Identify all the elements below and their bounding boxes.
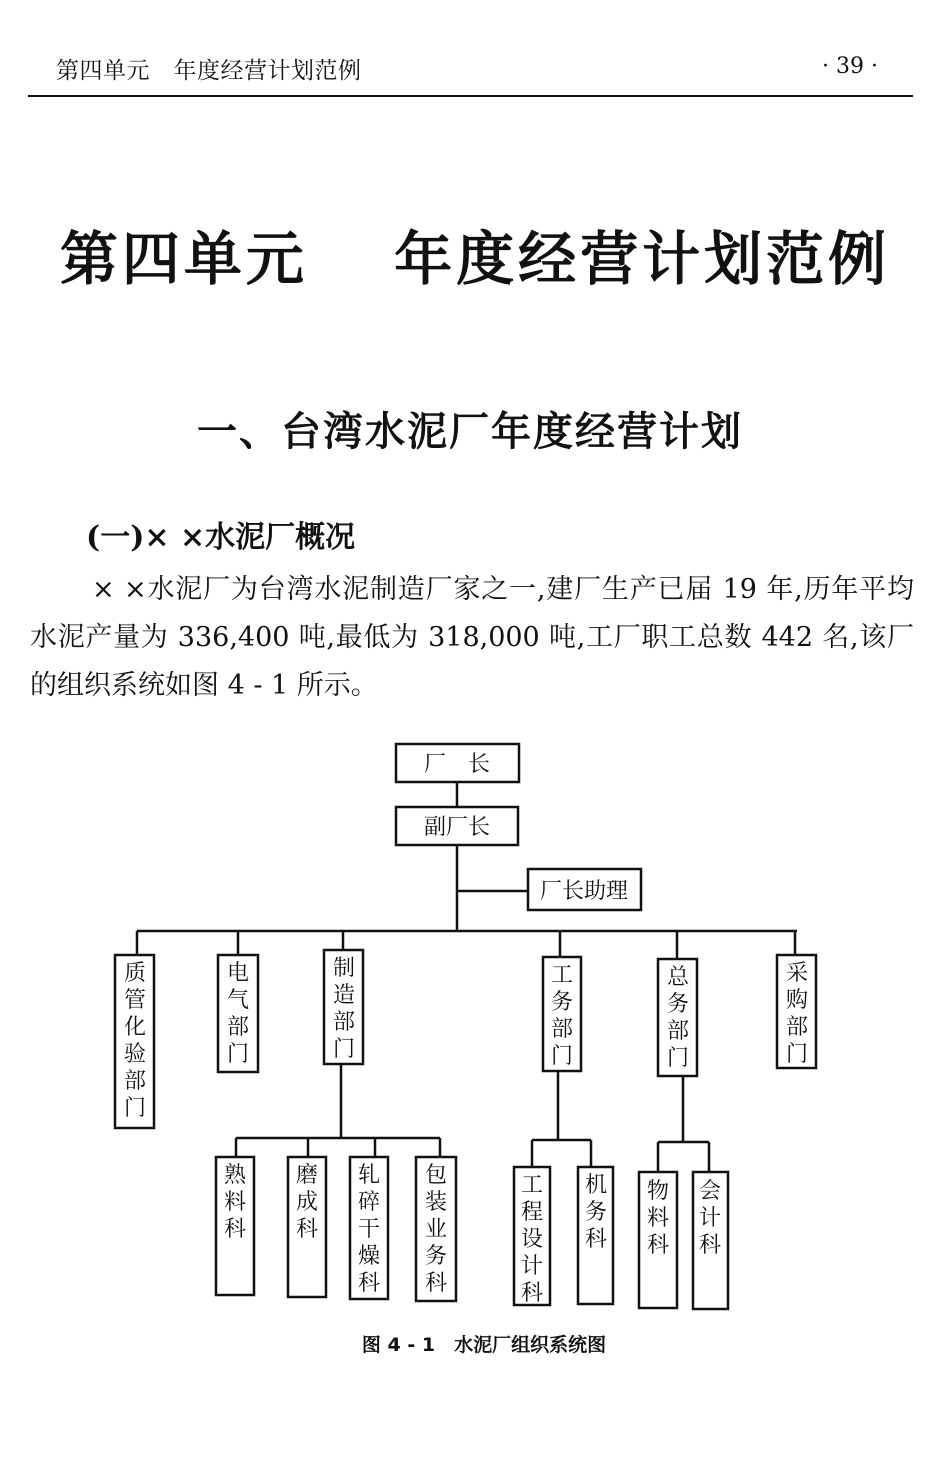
section-title: 一、台湾水泥厂年度经营计划 <box>197 408 743 455</box>
section-label-machinery: 机务科 <box>584 1173 608 1252</box>
assistant-label: 厂长助理 <box>539 879 629 904</box>
section-label-accounting: 会计科 <box>698 1179 722 1258</box>
section-label-grinding: 磨成科 <box>295 1163 319 1242</box>
dept-label-electrical: 电气部门 <box>226 961 250 1067</box>
unit-title: 第四单元 年度经营计划范例 <box>59 225 891 293</box>
body-paragraph: × ×水泥厂为台湾水泥制造厂家之一,建厂生产已届 19 年,历年平均水泥产量为 336,400 吨,最低为 318,000 吨,工厂职工总数 442 名,该厂的组织系统如图 4 - 1 所示。 <box>30 574 914 701</box>
org-chart <box>0 730 950 1330</box>
figure-caption: 图 4 - 1 水泥厂组织系统图 <box>361 1334 607 1356</box>
dept-label-engineering: 工务部门 <box>550 963 574 1069</box>
dept-label-qc: 质管化验部门 <box>123 961 147 1121</box>
deputy-director-label: 副厂长 <box>423 815 491 840</box>
section-label-packaging: 包装业务科 <box>424 1163 448 1296</box>
dept-label-manufacturing: 制造部门 <box>332 956 356 1062</box>
header-rule <box>28 95 913 97</box>
dept-label-purchasing: 采购部门 <box>785 961 809 1067</box>
running-head: 第四单元 年度经营计划范例 <box>56 58 362 84</box>
section-label-design: 工程设计科 <box>520 1173 544 1306</box>
factory-director-label: 厂 长 <box>423 752 491 777</box>
page-number: · 39 · <box>822 54 878 79</box>
section-label-clinker: 熟料科 <box>223 1163 247 1242</box>
section-label-crushing: 轧碎干燥科 <box>357 1163 381 1296</box>
section-label-materials: 物料科 <box>646 1179 670 1258</box>
subsection-title: (一)× ×水泥厂概况 <box>86 520 356 555</box>
dept-label-general-affairs: 总务部门 <box>666 965 690 1071</box>
